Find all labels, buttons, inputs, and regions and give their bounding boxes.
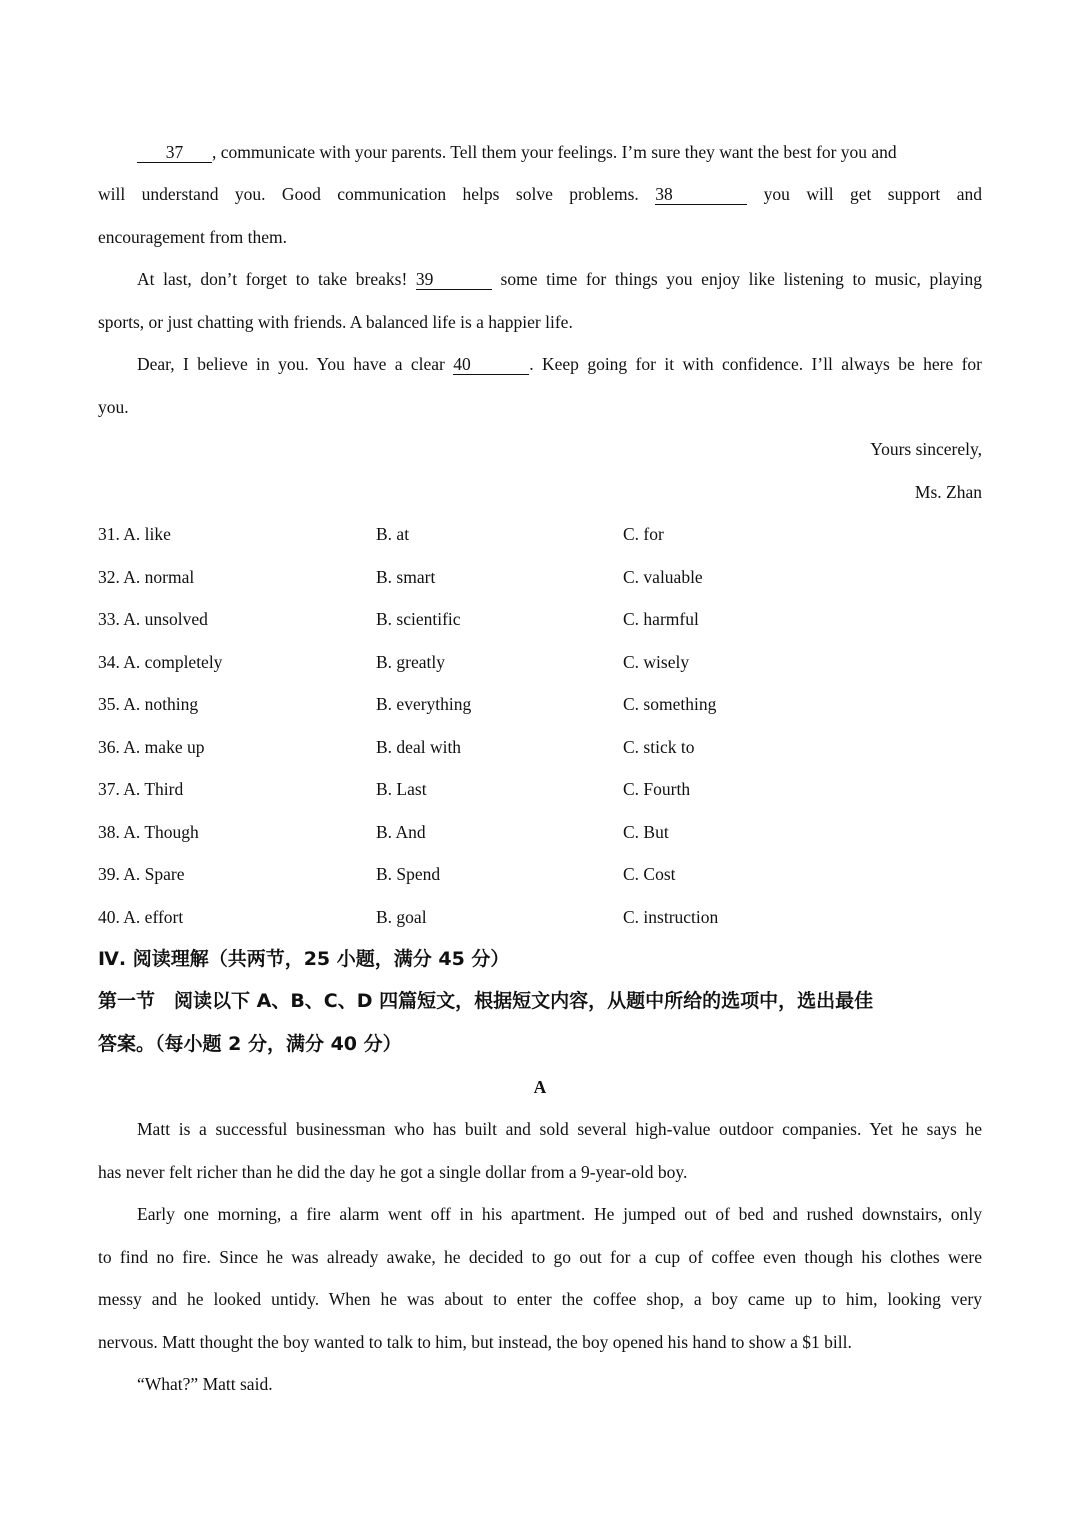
passage-paragraph-1: Matt is a successful businessman who has built and sold several high-value outdoor companies. Yet he says he: [137, 1119, 982, 1139]
passage-paragraph-2: Early one morning, a fire alarm went off in his apartment. He jumped out of bed and rushed downstairs, only: [137, 1204, 982, 1224]
option-c: C. stick to: [623, 737, 695, 757]
section-instructions-line1: 第一节 阅读以下 A、B、C、D 四篇短文，根据短文内容，从题中所给的选项中，选出最佳: [98, 990, 874, 1012]
option-a: 31. A. like: [98, 524, 171, 544]
option-row: [98, 683, 982, 725]
option-c: C. for: [623, 524, 664, 544]
option-c: C. wisely: [623, 652, 690, 672]
letter-paragraph-1: [98, 131, 982, 174]
option-a: 40. A. effort: [98, 907, 184, 927]
option-row: [98, 726, 982, 768]
option-b: B. goal: [376, 907, 427, 927]
letter-paragraph-3-line2: you.: [98, 397, 129, 417]
text: At last, don’t forget to take breaks!: [137, 269, 416, 289]
option-c: C. something: [623, 694, 717, 714]
option-a: 38. A. Though: [98, 822, 199, 842]
option-row: [98, 896, 982, 938]
text: will understand you. Good communication helps solve problems.: [98, 184, 656, 204]
text: you will get support and: [747, 184, 982, 204]
letter-signature: Ms. Zhan: [914, 482, 982, 502]
text: , communicate with your parents. Tell them your feelings. I’m sure they want the best for you and: [212, 142, 897, 162]
option-b: B. smart: [376, 567, 436, 587]
option-a: 37. A. Third: [98, 779, 184, 799]
section-instructions-line2: 答案。（每小题 2 分，满分 40 分）: [98, 1033, 402, 1055]
letter-paragraph-1-line3: encouragement from them.: [98, 227, 288, 247]
blank-39: 39: [416, 269, 492, 290]
letter-closing: Yours sincerely,: [870, 439, 982, 459]
option-c: C. valuable: [623, 567, 703, 587]
blank-40: 40: [453, 354, 529, 375]
option-a: 36. A. make up: [98, 737, 205, 757]
option-row: [98, 598, 982, 640]
passage-paragraph-3: “What?” Matt said.: [137, 1374, 273, 1394]
option-b: B. everything: [376, 694, 472, 714]
option-row: [98, 641, 982, 683]
option-row: [98, 811, 982, 853]
letter-paragraph-1-line2: [98, 173, 982, 216]
text: . Keep going for it with confidence. I’ll always be here for: [529, 354, 983, 374]
text: Dear, I believe in you. You have a clear: [137, 354, 454, 374]
passage-paragraph-2-line2: to find no fire. Since he was already awake, he decided to go out for a cup of coffee even though his clothes were: [98, 1247, 982, 1267]
option-b: B. Spend: [376, 864, 441, 884]
blank-37: 37: [137, 142, 212, 163]
option-b: B. deal with: [376, 737, 462, 757]
option-c: C. Fourth: [623, 779, 691, 799]
option-b: B. scientific: [376, 609, 461, 629]
letter-paragraph-2: [98, 258, 982, 301]
option-b: B. greatly: [376, 652, 446, 672]
option-a: 33. A. unsolved: [98, 609, 208, 629]
option-a: 34. A. completely: [98, 652, 223, 672]
option-row: [98, 556, 982, 598]
option-c: C. instruction: [623, 907, 719, 927]
passage-paragraph-2-line3: messy and he looked untidy. When he was about to enter the coffee shop, a boy came up to him, looking very: [98, 1289, 982, 1309]
letter-paragraph-3: [98, 343, 982, 386]
option-c: C. But: [623, 822, 669, 842]
option-a: 32. A. normal: [98, 567, 195, 587]
letter-paragraph-2-line2: sports, or just chatting with friends. A balanced life is a happier life.: [98, 312, 573, 332]
blank-38: 38: [655, 184, 747, 205]
section-heading: Ⅳ. 阅读理解（共两节，25 小题，满分 45 分）: [98, 948, 510, 970]
passage-paragraph-2-line4: nervous. Matt thought the boy wanted to talk to him, but instead, the boy opened his hand to show a $1 bill.: [98, 1332, 852, 1352]
option-a: 39. A. Spare: [98, 864, 185, 884]
option-row: [98, 513, 982, 555]
option-b: B. Last: [376, 779, 427, 799]
option-c: C. Cost: [623, 864, 676, 884]
option-b: B. And: [376, 822, 426, 842]
option-row: [98, 853, 982, 895]
text: some time for things you enjoy like listening to music, playing: [491, 269, 982, 289]
option-a: 35. A. nothing: [98, 694, 199, 714]
option-row: [98, 768, 982, 810]
passage-label: A: [533, 1077, 547, 1097]
option-c: C. harmful: [623, 609, 699, 629]
option-b: B. at: [376, 524, 410, 544]
passage-paragraph-1-line2: has never felt richer than he did the day he got a single dollar from a 9-year-old boy.: [98, 1162, 688, 1182]
